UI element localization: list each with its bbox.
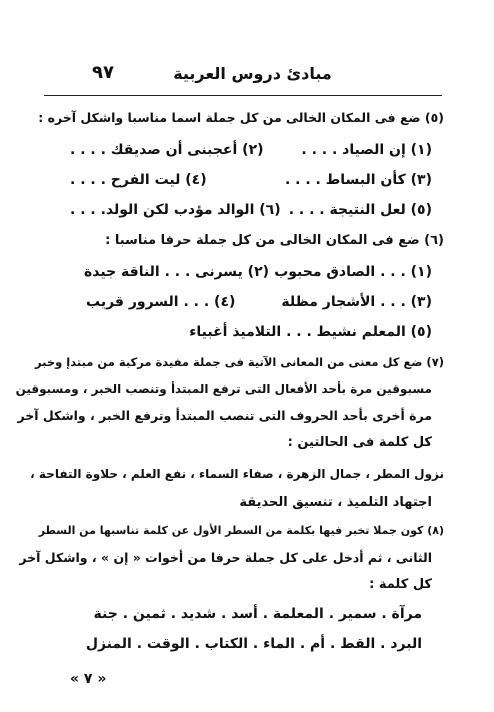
q8-word-row-2: البرد . القط . أم . الماء . الكتاب . الوقت . المنزل xyxy=(85,636,422,652)
q6-instruction: (٦) ضع فى المكان الخالى من كل جملة حرفا مناسبا : xyxy=(105,233,444,248)
q6-item-5: (٥) المعلم نشيط . . . التلاميذ أغبياء xyxy=(189,324,432,340)
q8-line-1: (٨) كون جملا تخبر فيها بكلمة من السطر الأول عن كلمة تناسبها من السطر xyxy=(38,524,444,537)
q6-item-1: (١) . . . الصادق محبوب xyxy=(274,264,432,280)
q7-phrases-2: اجتهاد التلميذ ، تنسيق الحديقة xyxy=(239,495,432,510)
q5-item-2: (٢) أعجبنى أن صديقك . . . . xyxy=(70,142,264,158)
q6-item-4: (٤) . . . السرور قريب xyxy=(86,294,236,310)
page-number: ٩٧ xyxy=(92,62,114,83)
q7-line-3: مرة أخرى بأحد الحروف التى تنصب المبتدأ وترفع الخبر ، واشكل آخر xyxy=(17,408,432,423)
header-rule xyxy=(44,95,442,96)
q8-line-3: كل كلمة : xyxy=(369,577,432,592)
q6-item-3: (٣) . . . الأشجار مظلة xyxy=(281,294,432,310)
q5-item-4: (٤) ليت الفرح . . . . xyxy=(70,172,207,188)
q8-line-2: الثانى ، ثم أدخل على كل جملة حرفا من أخوات « إن » ، واشكل آخر xyxy=(19,550,432,565)
footer-signature: « ٧ » xyxy=(70,671,107,687)
page-header-title: مبادئ دروس العربية xyxy=(173,64,332,83)
q7-line-2: مسبوقين مرة بأحد الأفعال التى ترفع المبتدأ وتنصب الخبر ، ومسبوقين xyxy=(15,382,432,396)
q5-item-5: (٥) لعل النتيجة . . . . xyxy=(288,202,432,218)
q8-word-row-1: مرآة . سمير . المعلمة . أسد . شديد . ثمين . جنة xyxy=(93,606,422,622)
q5-instruction: (٥) ضع فى المكان الخالى من كل جملة اسما مناسبا واشكل آخره : xyxy=(38,110,444,125)
q7-line-4: كل كلمة فى الحالتين : xyxy=(287,435,432,450)
q5-item-3: (٣) كأن البساط . . . . xyxy=(284,172,432,188)
q7-line-1: (٧) ضع كل معنى من المعانى الآتية فى جملة مفيدة مركبة من مبتدإ وخبر xyxy=(35,355,444,369)
q5-item-1: (١) إن الصياد . . . . xyxy=(301,142,432,158)
q7-phrases-1: نزول المطر ، جمال الزهرة ، صفاء السماء ، نفع العلم ، حلاوة التفاحة ، xyxy=(30,467,444,481)
q6-item-2: (٢) يسرنى . . . الناقة جيدة xyxy=(84,264,270,280)
q5-item-6: (٦) الوالد مؤدب لكن الولد. . . . xyxy=(70,202,281,218)
